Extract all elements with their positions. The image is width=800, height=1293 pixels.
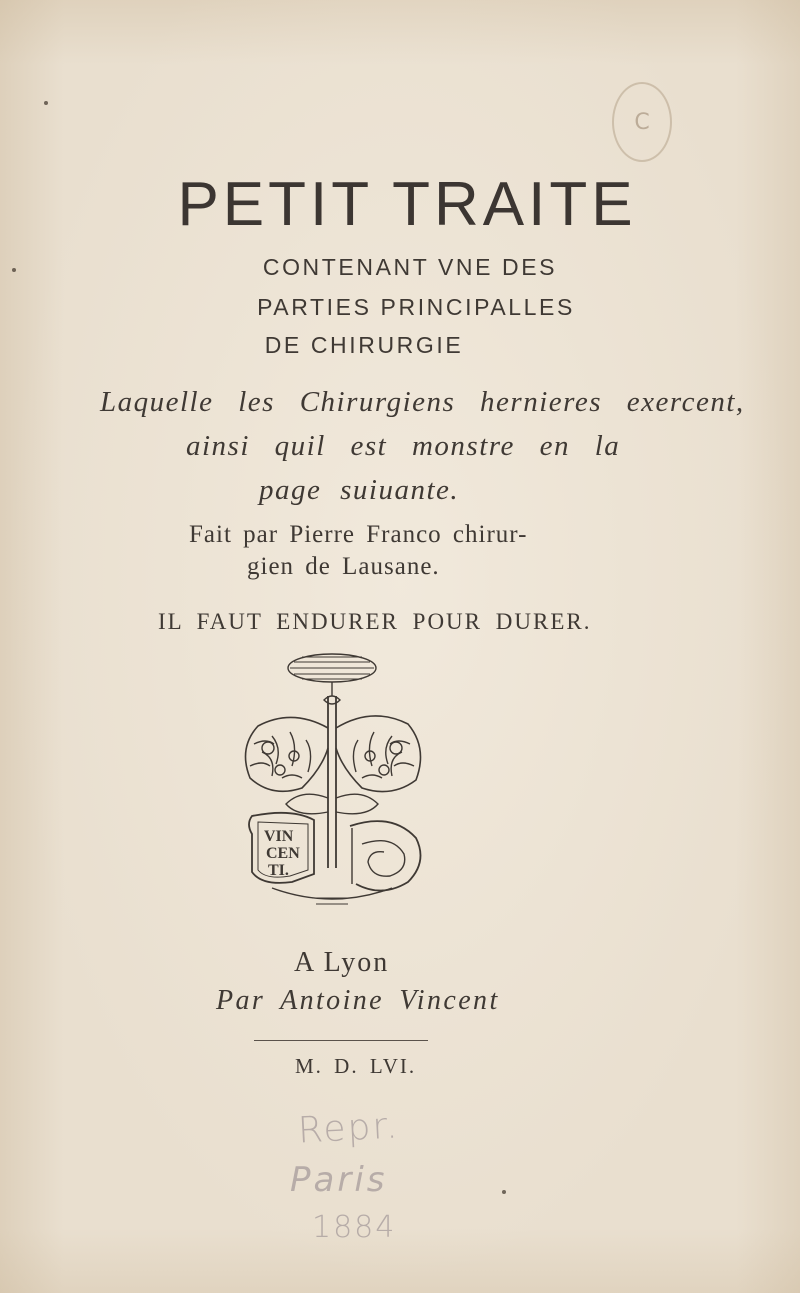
author-line-1: Fait par Pierre Franco chirur-	[189, 521, 528, 548]
handwritten-note-line-3: 1884	[312, 1210, 397, 1245]
emblem-text-line-3: TI.	[268, 862, 289, 879]
subtitle-line-2: PARTIES PRINCIPALLES	[257, 294, 575, 320]
divider-rule	[254, 1040, 428, 1041]
ink-speck	[44, 101, 48, 105]
emblem-text-line-2: CEN	[266, 845, 300, 862]
description-line-2: ainsi quil est monstre en la	[186, 430, 621, 462]
handwritten-note-line-2: Paris	[290, 1160, 388, 1200]
stamp-letter: C	[634, 109, 650, 135]
book-title: PETIT TRAITE	[177, 170, 637, 239]
description-line-3: page suiuante.	[259, 474, 460, 506]
imprint-printer: Par Antoine Vincent	[216, 985, 500, 1016]
subtitle-line-3: DE CHIRURGIE	[264, 332, 464, 358]
description-line-1: Laquelle les Chirurgiens hernieres exercent,	[100, 386, 745, 418]
imprint-place: A Lyon	[294, 947, 390, 978]
ink-speck	[502, 1190, 506, 1194]
printer-device-vincenti-icon	[232, 648, 432, 910]
motto: IL FAUT ENDURER POUR DURER.	[158, 609, 592, 634]
emblem-text-line-1: VIN	[264, 828, 294, 845]
imprint-date: M. D. LVI.	[295, 1054, 417, 1078]
author-line-2: gien de Lausane.	[247, 553, 440, 580]
subtitle-line-1: CONTENANT VNE DES	[262, 254, 558, 280]
handwritten-note-line-1: Repr.	[296, 1105, 401, 1152]
library-stamp	[612, 82, 672, 162]
ink-speck	[12, 268, 16, 272]
